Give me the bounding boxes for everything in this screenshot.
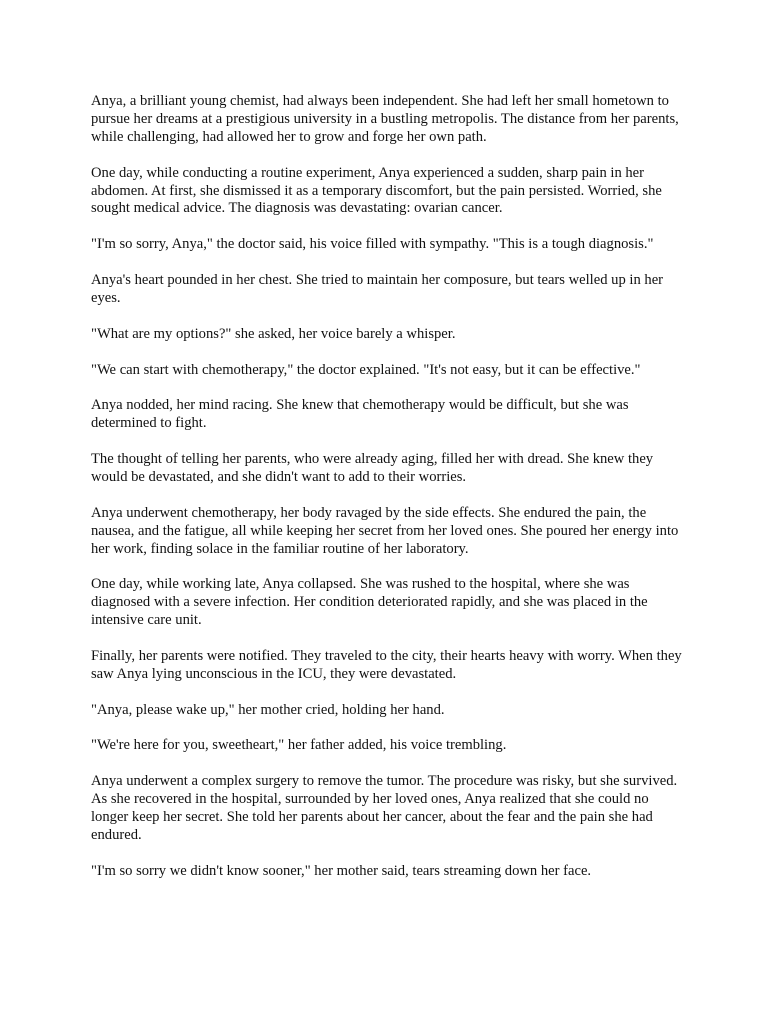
- paragraph-1: Anya, a brilliant young chemist, had always been independent. She had left her small hometown to pursue her dreams at a prestigious university in a bustling metropolis. The distance from her parents, while challenging, had allowed her to grow and forge her own path.: [91, 93, 679, 145]
- paragraph-11: Finally, her parents were notified. They traveled to the city, their hearts heavy with worry. When they saw Anya lying unconscious in the ICU, they were devastated.: [91, 647, 682, 682]
- paragraph-12: "Anya, please wake up," her mother cried, holding her hand.: [91, 701, 445, 718]
- paragraph-9: Anya underwent chemotherapy, her body ravaged by the side effects. She endured the pain, the nausea, and the fatigue, all while keeping her secret from her loved ones. She poured her energy into her work, finding solace in the familiar routine of her laboratory.: [91, 504, 679, 557]
- document-body: [91, 93, 683, 899]
- paragraph-6: "We can start with chemotherapy," the doctor explained. "It's not easy, but it can be effective.": [91, 361, 641, 378]
- paragraph-13: "We're here for you, sweetheart," her father added, his voice trembling.: [91, 737, 507, 754]
- paragraph-3: "I'm so sorry, Anya," the doctor said, his voice filled with sympathy. "This is a tough diagnosis.": [91, 236, 654, 253]
- paragraph-15: "I'm so sorry we didn't know sooner," her mother said, tears streaming down her face.: [91, 862, 592, 879]
- paragraph-5: "What are my options?" she asked, her voice barely a whisper.: [91, 325, 456, 342]
- paragraph-4: Anya's heart pounded in her chest. She tried to maintain her composure, but tears welled up in her eyes.: [91, 272, 664, 306]
- paragraph-7: Anya nodded, her mind racing. She knew that chemotherapy would be difficult, but she was determined to fight.: [91, 397, 629, 432]
- paragraph-10: One day, while working late, Anya collapsed. She was rushed to the hospital, where she was diagnosed with a severe infection. Her condition deteriorated rapidly, and she was placed in the intensive care unit.: [91, 576, 648, 629]
- paragraph-2: One day, while conducting a routine experiment, Anya experienced a sudden, sharp pain in her abdomen. At first, she dismissed it as a temporary discomfort, but the pain persisted. Worried, she sought medical advice. The diagnosis was devastating: ovarian cancer.: [91, 164, 662, 217]
- paragraph-8: The thought of telling her parents, who were already aging, filled her with dread. She knew they would be devastated, and she didn't want to add to their worries.: [91, 451, 654, 485]
- paragraph-14: Anya underwent a complex surgery to remove the tumor. The procedure was risky, but she survived. As she recovered in the hospital, surrounded by her loved ones, Anya realized that she could no longer keep her secret. She told her parents about her cancer, about the fear and the pain she had endured.: [91, 773, 678, 843]
